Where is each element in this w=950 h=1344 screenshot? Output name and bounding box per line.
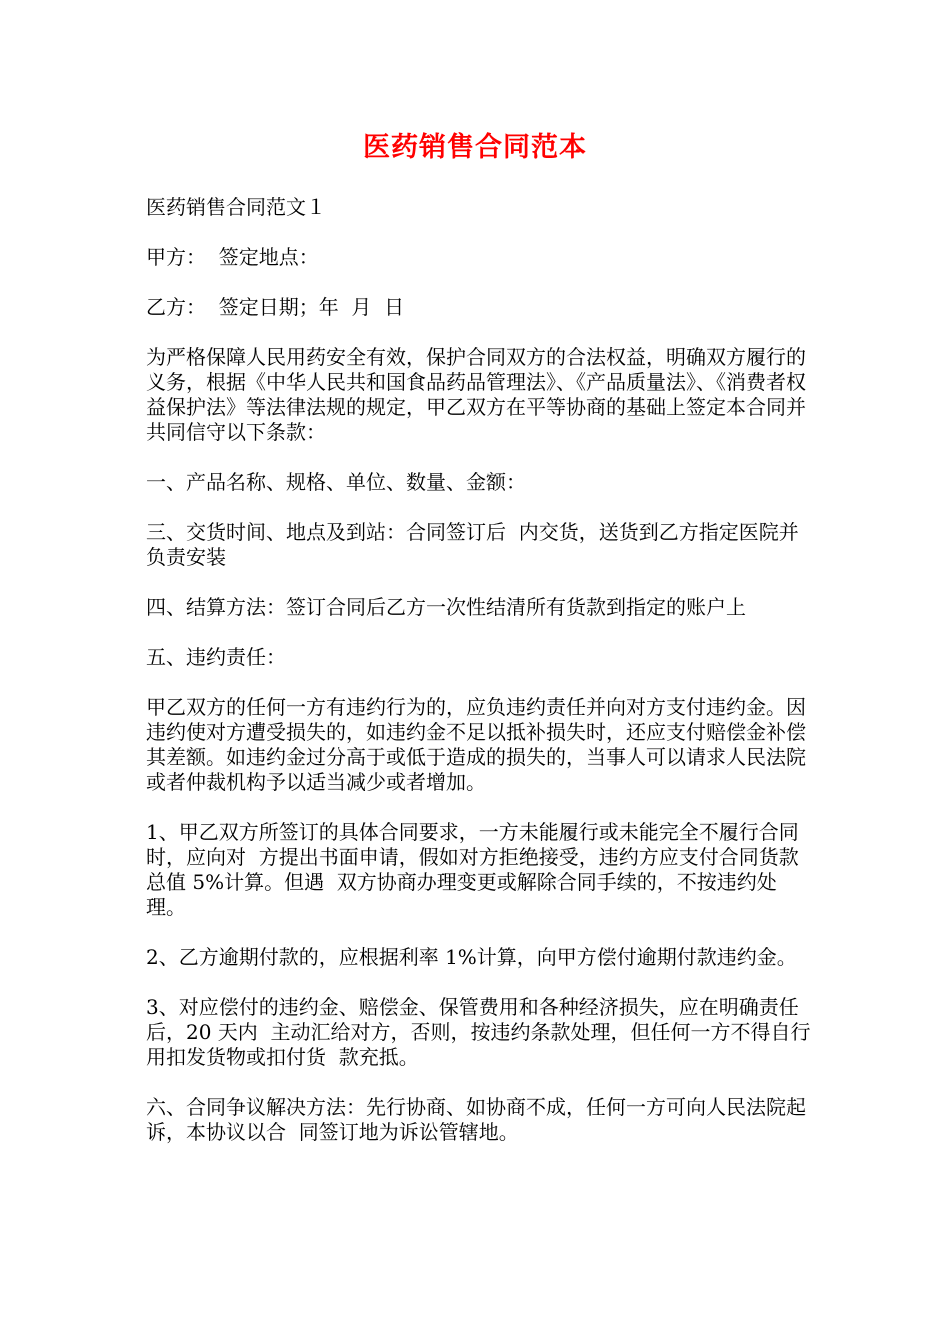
paragraph-clause-2: 2、乙方逾期付款的，应根据利率 1%计算，向甲方偿付逾期付款违约金。: [146, 945, 797, 969]
paragraph-section-3: 三、交货时间、地点及到站：合同签订后 内交货，送货到乙方指定医院并负责安装: [146, 520, 799, 569]
paragraph-section-4: 四、结算方法：签订合同后乙方一次性结清所有货款到指定的账户上: [146, 595, 746, 619]
paragraph-preamble: 为严格保障人民用药安全有效，保护合同双方的合法权益，明确双方履行的义务，根据《中华人民共和国食品药品管理法》、《产品质量法》、《消费者权益保护法》等法律法规的规定，甲乙双方在平等协商的基础上签定本合同并共同信守以下条款：: [146, 345, 806, 444]
page-title: 医药销售合同范本: [363, 132, 587, 163]
document-body: [146, 195, 816, 1170]
paragraph-party-b: 乙方： 签定日期；年 月 日: [146, 295, 405, 319]
paragraph-section-5: 五、违约责任：: [146, 645, 286, 669]
paragraph-clause-3: 3、对应偿付的违约金、赔偿金、保管费用和各种经济损失，应在明确责任后，20 天内 主动汇给对方，否则，按违约条款处理，但任何一方不得自行用扣发货物或扣付货 款充抵。: [146, 995, 811, 1069]
paragraph-party-a: 甲方： 签定地点：: [146, 245, 319, 269]
paragraph-subtitle: 医药销售合同范文１: [146, 195, 326, 219]
paragraph-section-6: 六、合同争议解决方法：先行协商、如协商不成，任何一方可向人民法院起诉，本协议以合 同签订地为诉讼管辖地。: [146, 1095, 806, 1144]
paragraph-section-1: 一、产品名称、规格、单位、数量、金额：: [146, 470, 526, 494]
paragraph-liability: 甲乙双方的任何一方有违约行为的，应负违约责任并向对方支付违约金。因违约使对方遭受损失的，如违约金不足以抵补损失时，还应支付赔偿金补偿其差额。如违约金过分高于或低于造成的损失的，当事人可以请求人民法院或者仲裁机构予以适当减少或者增加。: [146, 695, 806, 794]
paragraph-clause-1: 1、甲乙双方所签订的具体合同要求，一方未能履行或未能完全不履行合同时，应向对 方提出书面申请，假如对方拒绝接受，违约方应支付合同货款总值 5%计算。但遇 双方协商办理变更或解除合同手续的，不按违约处理。: [146, 820, 799, 919]
